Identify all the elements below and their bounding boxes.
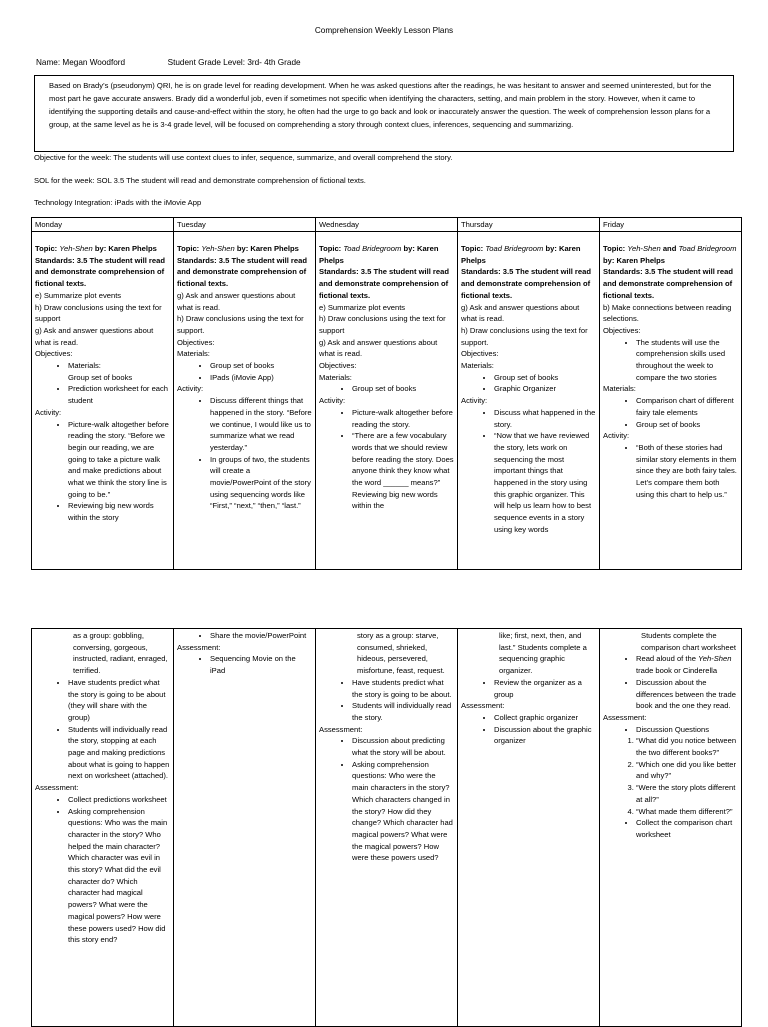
wednesday-material-books: • Group set of books (352, 383, 454, 395)
friday-activity-label: Activity: (603, 431, 630, 441)
friday-cell-continued (600, 629, 742, 1027)
monday-cell (32, 232, 174, 570)
monday-objectives-label: Objectives: (35, 349, 73, 359)
thursday-activity-1: • Discuss what happened in the story. (494, 407, 596, 430)
friday-objectives-list (603, 337, 738, 384)
thursday-activity-list (461, 407, 596, 536)
wednesday-assessment-1: • Discussion about predicting what the story will be about. (352, 735, 454, 758)
student-summary: Based on Brady’s (pseudonym) QRI, he is on grade level for reading development. When he was asked questions after the readings, he was hesitant to answer and seemed uninterested, but for the most part he gave accurate answers. Brady did a wonderful job, even if sometimes not specific when identifying the characters, setting, and main problem in the story. However, when it came to identifying the supporting details and cause-and-effect within the story, he often had the urge to go back and look or inaccurately answer the question. The week of comprehension lesson plans for a group, at the same level as he is 3-4 grade level, will be focused on comprehending a story through context clues, inferences, sequencing and summarizing. (34, 75, 734, 152)
wednesday-topic: Topic: Toad Bridegroom by: Karen Phelps (319, 244, 439, 265)
thursday-standard-g: g) Ask and answer questions about what is read. (461, 302, 580, 324)
thursday-standard-h: h) Draw conclusions using the text for support. (461, 325, 588, 347)
name-label: Name: (36, 58, 61, 67)
grade-value: 3rd- 4th Grade (247, 58, 301, 67)
friday-material-chart: • Comparison chart of different fairy tale elements (636, 395, 738, 418)
monday-standard-h: h) Draw conclusions using the text for support (35, 302, 162, 324)
grade-label: Student Grade Level: (167, 58, 246, 67)
friday-chart-continued: Students complete the comparison chart worksheet (641, 631, 736, 652)
tuesday-assessment-label: Assessment: (177, 642, 221, 652)
thursday-materials-label: Materials: (461, 361, 494, 371)
thursday-objectives-label: Objectives: (461, 349, 499, 359)
wednesday-activity-list (319, 407, 454, 512)
wednesday-assessment-list (319, 735, 454, 864)
friday-activity-3: • Discussion about the differences between the trade book and the one they read. (636, 677, 738, 712)
monday-cell-continued (32, 629, 174, 1027)
friday-objective-1: • The students will use the comprehension skills used throughout the week to compare the two stories (636, 337, 738, 384)
weekly-sol: SOL for the week: SOL 3.5 The student will read and demonstrate comprehension of fictional texts. (34, 176, 366, 185)
monday-assessment-1: • Collect predictions worksheet (68, 794, 170, 806)
monday-assessment-list (35, 794, 170, 946)
tuesday-cell (174, 232, 316, 570)
wednesday-cell-continued (316, 629, 458, 1027)
name-line (36, 58, 736, 67)
tuesday-material-books: • Group set of books (210, 360, 312, 372)
monday-standard-e: e) Summarize plot events (35, 290, 122, 300)
monday-activity-1: • Picture-walk altogether before reading the story. “Before we begin our reading, we are going to take a picture walk and make predictions about what we think the story line is going to be.” (68, 419, 170, 501)
friday-question-list (603, 735, 738, 817)
wednesday-standard-h: h) Draw conclusions using the text for support (319, 314, 446, 335)
lesson-plan-table (31, 217, 742, 570)
tuesday-material-ipads: • IPads (iMovie App) (210, 372, 312, 384)
wednesday-assessment-2: • Asking comprehension questions: Who were the main characters in the story? Which characters changed in the story? How did they change? Which character had magical powers? What were the magical powers? How were these powers used? (352, 759, 454, 864)
friday-activity-list (603, 442, 738, 501)
tuesday-activity-list-continued (177, 630, 312, 642)
tuesday-activity-3: • Share the movie/PowerPoint (210, 630, 312, 642)
thursday-standards: Standards: 3.5 The student will read and demonstrate comprehension of fictional texts. (461, 267, 591, 300)
monday-materials-label: • Materials: (68, 360, 170, 372)
wednesday-activity-3: • Have students predict what the story is going to be about. (352, 677, 454, 700)
technology-integration: Technology Integration: iPads with the iMovie App (34, 198, 202, 207)
wednesday-activity-1: • Picture-walk altogether before reading the story. (352, 407, 454, 430)
thursday-assessment-label: Assessment: (461, 701, 505, 711)
monday-assessment-2: • Asking comprehension questions: Who was the main character in the story? Who helped the main character? Which character was evil in this story? What did the evil character do? Which character had magical powers? What were the magical powers? How were these powers used? How did this story end? (68, 806, 170, 946)
thursday-assessment-2: • Discussion about the graphic organizer (494, 724, 596, 747)
tuesday-standards: Standards: 3.5 The student will read and demonstrate comprehension of fictional texts. (177, 255, 307, 289)
thursday-material-organizer: • Graphic Organizer (494, 383, 596, 395)
thursday-cell (458, 232, 600, 570)
tuesday-activity-label: Activity: (177, 384, 204, 394)
plan-row-page1 (32, 232, 742, 570)
tuesday-cell-continued (174, 629, 316, 1027)
wednesday-standard-g: g) Ask and answer questions about what is read. (319, 337, 438, 359)
weekly-objective: Objective for the week: The students will use context clues to infer, sequence, summarize, and overall comprehend the story. (34, 153, 453, 162)
tuesday-materials-label: Materials: (177, 349, 210, 359)
day-header-friday: Friday (600, 218, 742, 232)
monday-activity-list-continued (35, 677, 170, 782)
day-header-tuesday: Tuesday (174, 218, 316, 232)
monday-activity-3: • Have students predict what the story is going to be about (they will share with the group) (68, 677, 170, 724)
monday-assessment-label: Assessment: (35, 783, 79, 793)
monday-activity-2: • Reviewing big new words within the story (68, 500, 170, 523)
tuesday-objectives-label: Objectives: (177, 337, 215, 347)
wednesday-activity-list-continued (319, 677, 454, 724)
day-header-wednesday: Wednesday (316, 218, 458, 232)
thursday-material-books: • Group set of books (494, 372, 596, 384)
friday-assessment-2: • Collect the comparison chart worksheet (636, 817, 738, 840)
friday-topic: Topic: Yeh-Shen and Toad Bridegroom by: Karen Phelps (603, 244, 737, 265)
friday-assessment-label: Assessment: (603, 712, 647, 722)
tuesday-standard-h: h) Draw conclusions using the text for support. (177, 314, 304, 335)
friday-cell (600, 232, 742, 570)
wednesday-standards: Standards: 3.5 The student will read and demonstrate comprehension of fictional texts. (319, 267, 449, 300)
day-header-thursday: Thursday (458, 218, 600, 232)
tuesday-topic: Topic: Yeh-Shen by: Karen Phelps (177, 244, 299, 253)
wednesday-vocabulary-continued: story as a group: starve, consumed, shrieked, hideous, persevered, misfortune, feast, request. (357, 631, 445, 676)
tuesday-assessment-list (177, 653, 312, 676)
thursday-topic: Topic: Toad Bridegroom by: Karen Phelps (461, 244, 581, 265)
monday-standards: Standards: 3.5 The student will read and demonstrate comprehension of fictional texts. (35, 255, 165, 289)
monday-activity-4: • Students will individually read the story, stopping at each page and making predictions about what is going to happen next on worksheet (attached). (68, 724, 170, 783)
thursday-materials-list (461, 372, 596, 395)
document-title: Comprehension Weekly Lesson Plans (314, 26, 454, 35)
monday-activity-list (35, 419, 170, 524)
monday-vocabulary-continued: as a group: gobbling, conversing, gorgeous, instructed, radiant, enraged, terrified. (73, 631, 168, 676)
friday-standard-b: b) Make connections between reading selections. (603, 302, 732, 324)
friday-standards: Standards: 3.5 The student will read and demonstrate comprehension of fictional texts. (603, 267, 733, 300)
thursday-activity-list-continued (461, 677, 596, 700)
tuesday-activity-list (177, 395, 312, 512)
wednesday-standard-e: e) Summarize plot events (319, 302, 406, 312)
thursday-activity-2: • “Now that we have reviewed the story, lets work on sequencing the most important things that happened in the story using this graphic organizer. This will help us learn how to best sequence events in a story using key words (494, 430, 596, 535)
thursday-activity-label: Activity: (461, 396, 488, 406)
tuesday-activity-1: • Discuss different things that happened in the story. “Before we continue, I would like us to summarize what we read yesterday.” (210, 395, 312, 454)
tuesday-materials-list (177, 360, 312, 383)
friday-objectives-label: Objectives: (603, 325, 641, 335)
thursday-activity-3: • Review the organizer as a group (494, 677, 596, 700)
monday-materials-list (35, 360, 170, 372)
thursday-sequence-continued: like; first, next, then, and last.” Students complete a sequencing graphic organizer. (499, 631, 587, 676)
wednesday-activity-label: Activity: (319, 396, 346, 406)
friday-question-1: 1. “What did you notice between the two different books?” (636, 735, 738, 758)
day-header-monday: Monday (32, 218, 174, 232)
wednesday-cell (316, 232, 458, 570)
wednesday-activity-2: • “There are a few vocabulary words that we should review before reading the story. Does anyone think they know what the word ______ means?” Reviewing big new words within the (352, 430, 454, 512)
plan-row-page2 (32, 629, 742, 1027)
monday-activity-label: Activity: (35, 407, 62, 417)
friday-question-2: 2. “Which one did you like better and why?” (636, 759, 738, 782)
name-value: Megan Woodford (62, 58, 126, 67)
monday-material-worksheet: • Prediction worksheet for each student (68, 383, 170, 406)
monday-topic: Topic: Yeh-Shen by: Karen Phelps (35, 244, 157, 253)
wednesday-assessment-label: Assessment: (319, 724, 363, 734)
day-header-row (32, 218, 742, 232)
friday-assessment-list (603, 724, 738, 736)
friday-materials-label: Materials: (603, 384, 636, 394)
lesson-plan-table-continued (31, 628, 742, 1027)
tuesday-standard-g: g) Ask and answer questions about what is read. (177, 290, 296, 312)
friday-activity-2: • Read aloud of the Yeh-Shen trade book or Cinderella (636, 653, 738, 676)
friday-question-3: 3. “Were the story plots different at all?” (636, 782, 738, 805)
friday-question-4: 4. “What made them different?” (636, 806, 738, 818)
friday-activity-list-continued (603, 653, 738, 712)
wednesday-objectives-label: Objectives: (319, 361, 357, 371)
tuesday-activity-2: • In groups of two, the students will create a movie/PowerPoint of the story using sequencing words like “First,” “next,” “then,” “last.” (210, 454, 312, 513)
friday-materials-list (603, 395, 738, 430)
friday-assessment-1: • Discussion Questions (636, 724, 738, 736)
monday-standard-g: g) Ask and answer questions about what is read. (35, 325, 154, 347)
wednesday-materials-label: Materials: (319, 372, 352, 382)
tuesday-assessment-1: • Sequencing Movie on the iPad (210, 653, 312, 676)
thursday-cell-continued (458, 629, 600, 1027)
friday-activity-1: • “Both of these stories had similar story elements in them since they are both fairy tales. Let’s compare them both using this chart to help us.” (636, 442, 738, 501)
monday-material-books: Group set of books (68, 372, 133, 382)
thursday-assessment-list (461, 712, 596, 747)
wednesday-activity-4: • Students will individually read the story. (352, 700, 454, 723)
friday-material-books: • Group set of books (636, 419, 738, 431)
thursday-assessment-1: • Collect graphic organizer (494, 712, 596, 724)
wednesday-materials-list (319, 383, 454, 395)
